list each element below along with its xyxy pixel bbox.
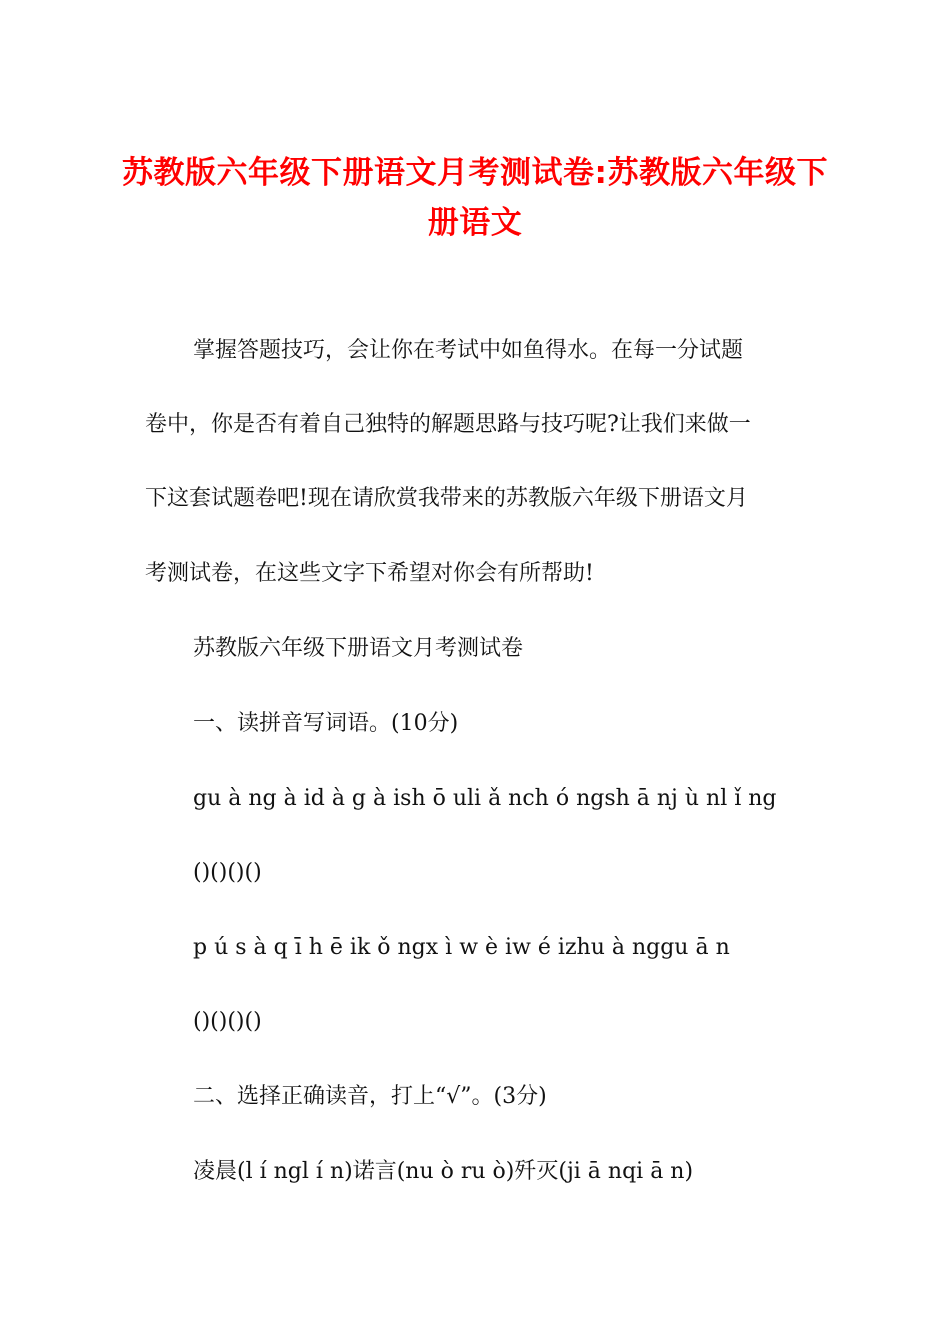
- intro-line-1: 掌握答题技巧，会让你在考试中如鱼得水。在每一分试题: [193, 338, 744, 363]
- section1-blanks-row-1: ()()()(): [193, 860, 262, 885]
- section1-blanks-row-2: ()()()(): [193, 1009, 262, 1034]
- intro-line-2: 卷中，你是否有着自己独特的解题思路与技巧呢?让我们来做一: [145, 412, 751, 437]
- section2-row-1: 凌晨(l í ngl í n)诺言(nu ò ru ò)歼灭(ji ā nqi ā n): [193, 1159, 694, 1184]
- intro-line-4: 考测试卷，在这些文字下希望对你会有所帮助!: [145, 561, 594, 586]
- document-title: 苏教版六年级下册语文月考测试卷:苏教版六年级下册语文: [122, 155, 828, 241]
- section1-pinyin-row-1: gu à ng à id à g à ish ō uli ǎ nch ó ngsh ā nj ù nl ǐ ng: [193, 786, 777, 811]
- intro-line-3: 下这套试题卷吧!现在请欣赏我带来的苏教版六年级下册语文月: [145, 486, 748, 511]
- section2-heading: 二、选择正确读音，打上“√”。(3分): [193, 1084, 547, 1109]
- section1-heading: 一、读拼音写词语。(10分): [193, 711, 459, 736]
- exam-subtitle: 苏教版六年级下册语文月考测试卷: [193, 636, 524, 661]
- section1-pinyin-row-2: p ú s à q ī h ē ik ǒ ngx ì w è iw é izhu à nggu ā n: [193, 935, 730, 960]
